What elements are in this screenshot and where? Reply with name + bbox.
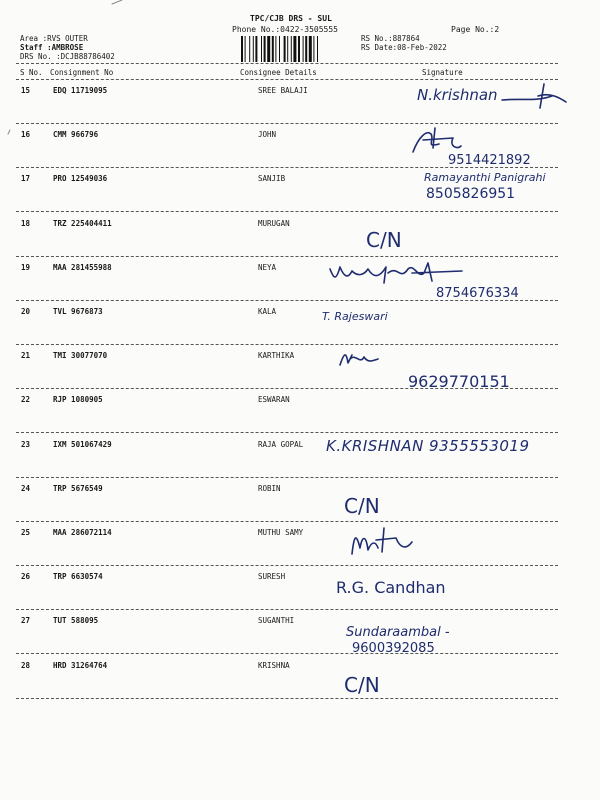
row-sno: 24 xyxy=(21,483,31,493)
signature-20: T. Rajeswari xyxy=(322,310,388,323)
row-sno: 20 xyxy=(21,307,31,316)
row-sno: 28 xyxy=(21,660,31,670)
signature-16: 9514421892 xyxy=(448,153,531,168)
signature-27: Sundaraambal - xyxy=(346,625,450,640)
signature-15: N.krishnan xyxy=(417,86,498,104)
signature-24: C/N xyxy=(344,494,380,518)
signature-18: C/N xyxy=(366,228,402,252)
row-sno: 22 xyxy=(21,395,31,405)
signature-28: C/N xyxy=(344,673,380,697)
row-sno: 18 xyxy=(21,218,31,228)
page-number: Page No.:2 xyxy=(451,25,500,34)
row-consignee: KALA xyxy=(258,307,277,316)
staff-label: Staff :AMBROSE xyxy=(20,43,84,52)
row-consignee: ROBIN xyxy=(258,483,281,493)
row-consignee: SUGANTHI xyxy=(258,616,295,626)
col-header-sno: S No. xyxy=(20,68,43,77)
row-consignment-no: TMI 30077070 xyxy=(53,351,108,361)
area-label: Area :RVS OUTER xyxy=(20,34,88,43)
row-sno: 15 xyxy=(21,86,31,95)
row-consignment-no: PRO 12549036 xyxy=(53,174,108,184)
document-title: TPC/CJB DRS - SUL xyxy=(250,14,332,23)
row-consignee: RAJA GOPAL xyxy=(258,439,304,449)
row-consignee: KARTHIKA xyxy=(258,351,295,361)
col-header-consignee: Consignee Details xyxy=(240,68,317,77)
row-consignment-no: IXM 501067429 xyxy=(53,439,112,449)
phone-number: Phone No.:0422-3505555 xyxy=(232,25,338,34)
rs-number: RS No.:887864 xyxy=(361,34,420,43)
row-consignment-no: EDQ 11719095 xyxy=(53,86,108,95)
col-header-signature: Signature xyxy=(422,68,463,77)
row-consignment-no: TRP 6630574 xyxy=(53,572,103,582)
signature-19: 8754676334 xyxy=(436,286,519,301)
signature-17: Ramayanthi Panigrahi xyxy=(424,171,546,184)
row-consignee: SURESH xyxy=(258,572,286,582)
row-consignee: MURUGAN xyxy=(258,218,290,228)
col-header-consignment: Consignment No xyxy=(50,68,114,77)
row-consignee: SANJIB xyxy=(258,174,286,184)
row-consignment-no: MAA 286072114 xyxy=(53,528,112,537)
row-consignment-no: TUT 588095 xyxy=(53,616,99,626)
signature-26: R.G. Candhan xyxy=(336,578,446,597)
row-sno: 26 xyxy=(21,572,31,582)
row-consignment-no: TRZ 225404411 xyxy=(53,218,112,228)
row-consignment-no: CMM 966796 xyxy=(53,130,99,140)
signature-17-phone: 8505826951 xyxy=(426,186,516,202)
row-sno: 25 xyxy=(21,528,31,537)
signature-27-phone: 9600392085 xyxy=(352,641,435,656)
row-sno: 23 xyxy=(21,439,31,449)
row-consignment-no: TVL 9676873 xyxy=(53,307,103,316)
row-consignee: ESWARAN xyxy=(258,395,290,405)
row-consignment-no: MAA 281455988 xyxy=(53,262,112,272)
row-consignee: NEYA xyxy=(258,262,277,272)
signature-23: K.KRISHNAN 9355553019 xyxy=(326,437,530,455)
row-sno: 19 xyxy=(21,262,31,272)
signature-21: 9629770151 xyxy=(408,372,510,391)
row-sno: 16 xyxy=(21,130,31,140)
rs-date: RS Date:08-Feb-2022 xyxy=(361,43,447,52)
row-consignee: SREE BALAJI xyxy=(258,86,308,95)
row-consignee: MUTHU SAMY xyxy=(258,528,304,537)
drs-number: DRS No. :DCJB88786402 xyxy=(20,52,115,61)
row-sno: 21 xyxy=(21,351,31,361)
row-sno: 17 xyxy=(21,174,31,184)
row-consignment-no: RJP 1080905 xyxy=(53,395,103,405)
row-consignment-no: HRD 31264764 xyxy=(53,660,108,670)
row-consignment-no: TRP 5676549 xyxy=(53,483,103,493)
row-consignee: JOHN xyxy=(258,130,277,140)
row-consignee: KRISHNA xyxy=(258,660,290,670)
row-sno: 27 xyxy=(21,616,31,626)
